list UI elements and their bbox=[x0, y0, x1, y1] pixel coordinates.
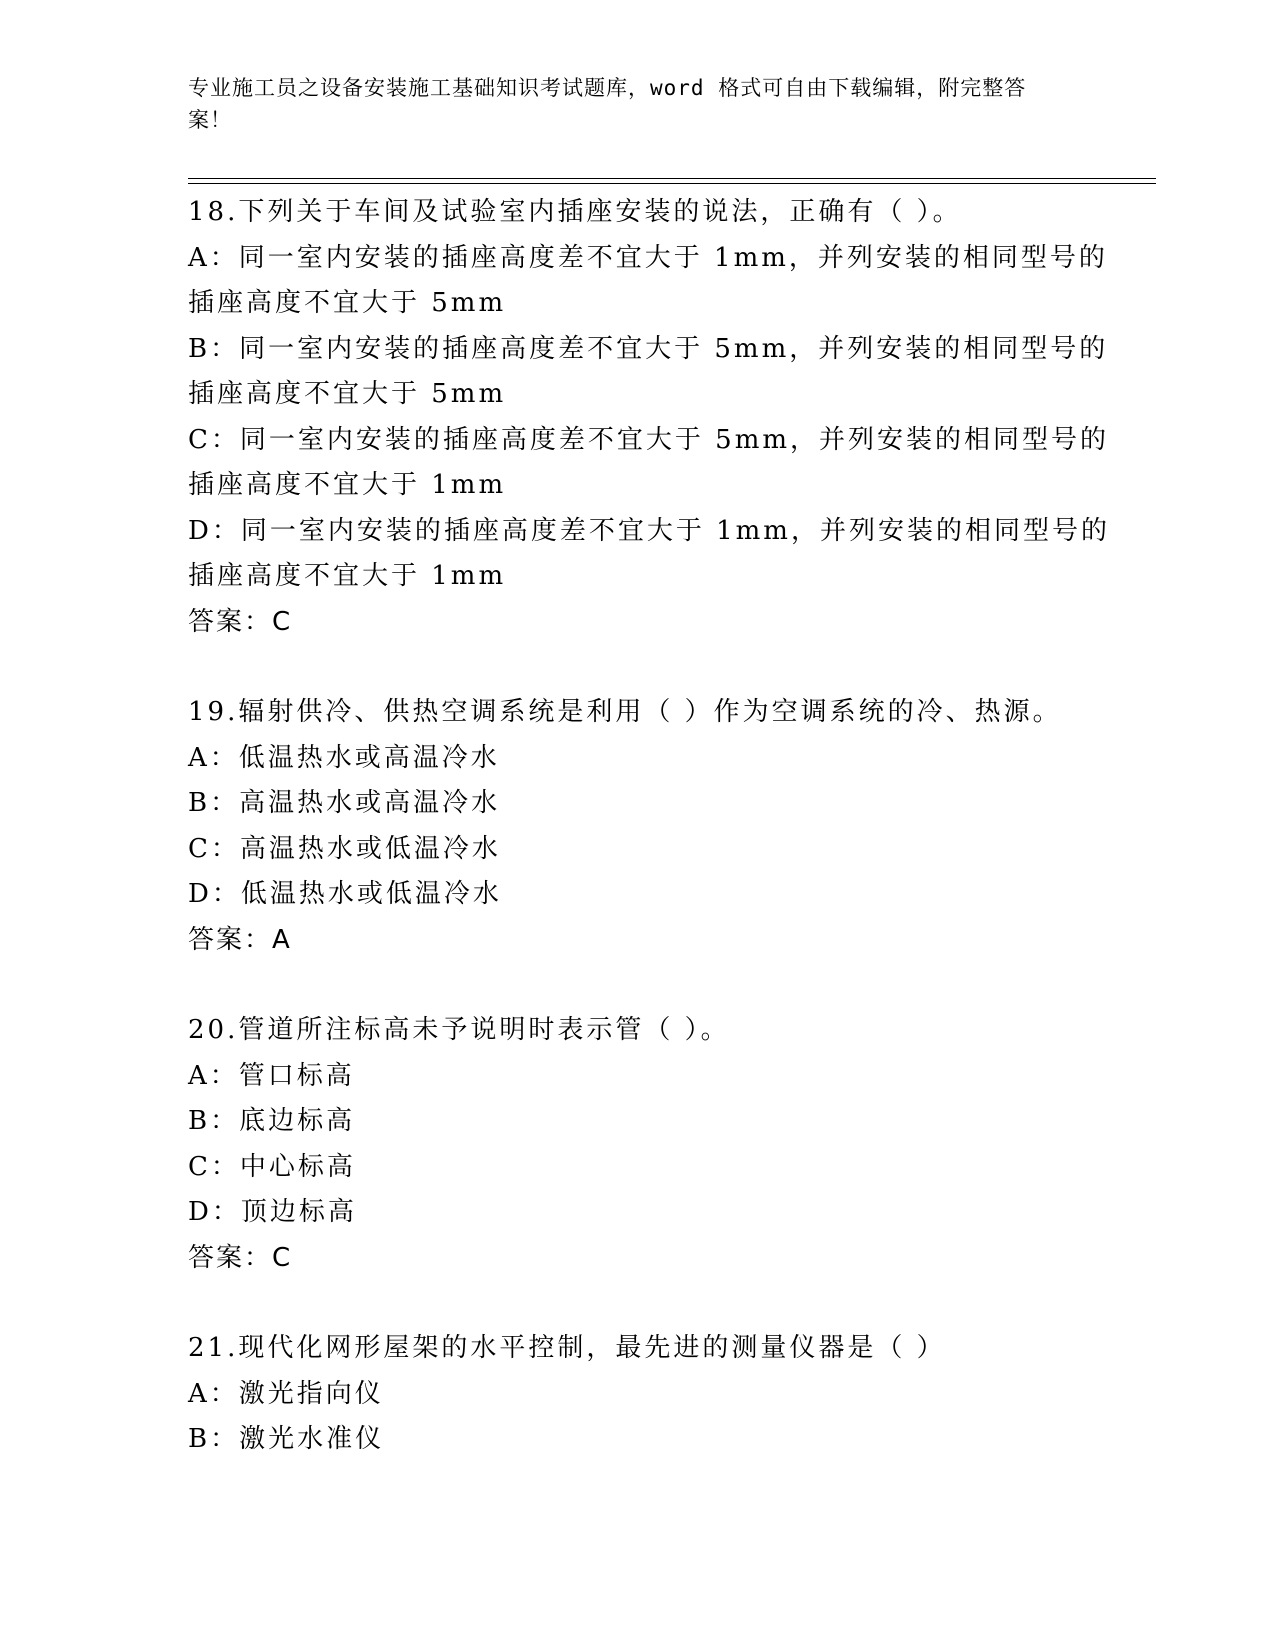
question-spacer bbox=[188, 1281, 1088, 1326]
question-stem: 20.管道所注标高未予说明时表示管（ ）。 bbox=[188, 1015, 730, 1045]
option-line: A：管口标高 bbox=[188, 1060, 355, 1091]
option-line: A：同一室内安装的插座高度差不宜大于 1mm，并列安装的相同型号的 bbox=[188, 242, 1108, 273]
option-line: C：同一室内安装的插座高度差不宜大于 5mm，并列安装的相同型号的 bbox=[188, 424, 1110, 455]
question-21 bbox=[188, 1326, 1088, 1463]
question-spacer bbox=[188, 963, 1088, 1008]
option-line: A：低温热水或高温冷水 bbox=[188, 742, 500, 773]
header-divider-top bbox=[188, 178, 1156, 179]
question-stem: 18.下列关于车间及试验室内插座安装的说法，正确有（ ）。 bbox=[188, 197, 962, 227]
question-stem: 21.现代化网形屋架的水平控制，最先进的测量仪器是（ ） bbox=[188, 1333, 946, 1363]
question-spacer bbox=[188, 645, 1088, 690]
option-line: B：同一室内安装的插座高度差不宜大于 5mm，并列安装的相同型号的 bbox=[188, 333, 1109, 364]
answer-line: 答案：A bbox=[188, 924, 292, 955]
question-stem: 19.辐射供冷、供热空调系统是利用（ ）作为空调系统的冷、热源。 bbox=[188, 697, 1062, 727]
document-header: 专业施工员之设备安装施工基础知识考试题库，word 格式可自由下载编辑，附完整答案！ bbox=[188, 76, 1027, 132]
question-list bbox=[188, 190, 1110, 1463]
header-divider-bottom bbox=[188, 183, 1156, 184]
option-line: 插座高度不宜大于 5mm bbox=[188, 379, 507, 409]
option-line: D：低温热水或低温冷水 bbox=[188, 879, 502, 909]
option-line: B：高温热水或高温冷水 bbox=[188, 788, 501, 818]
option-line: A：激光指向仪 bbox=[188, 1378, 384, 1409]
answer-line: 答案：C bbox=[188, 606, 293, 637]
question-18 bbox=[188, 190, 1110, 645]
answer-line: 答案：C bbox=[188, 1242, 293, 1273]
option-line: D：同一室内安装的插座高度差不宜大于 1mm，并列安装的相同型号的 bbox=[188, 515, 1110, 546]
question-19 bbox=[188, 690, 1088, 963]
option-line: 插座高度不宜大于 1mm bbox=[188, 470, 507, 500]
question-20 bbox=[188, 1008, 1088, 1281]
option-line: B：底边标高 bbox=[188, 1106, 356, 1136]
option-line: D：顶边标高 bbox=[188, 1197, 357, 1227]
option-line: C：中心标高 bbox=[188, 1151, 356, 1182]
option-line: 插座高度不宜大于 5mm bbox=[188, 288, 507, 318]
option-line: B：激光水准仪 bbox=[188, 1424, 385, 1454]
option-line: 插座高度不宜大于 1mm bbox=[188, 561, 507, 591]
option-line: C：高温热水或低温冷水 bbox=[188, 833, 501, 864]
